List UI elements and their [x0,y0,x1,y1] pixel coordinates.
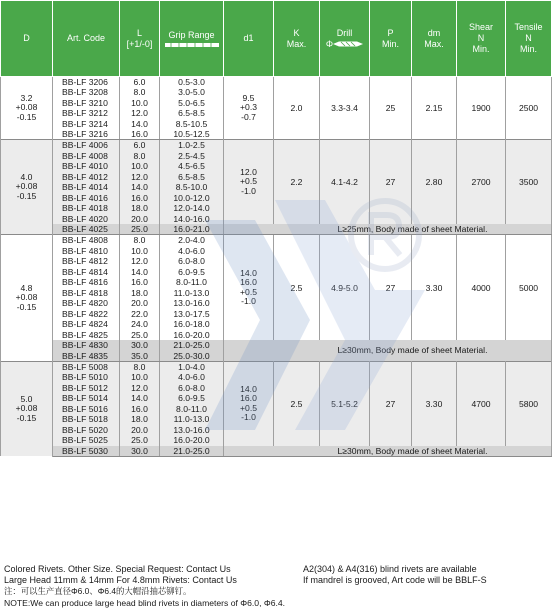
dm-cell: 2.80 [412,140,457,224]
art-code-cell: BB-LF 3208 [53,87,120,98]
table-row [1,235,552,246]
length-cell: 20.0 [120,425,160,436]
art-code-cell: BB-LF 5016 [53,403,120,414]
k-cell: 2.5 [274,361,320,445]
length-cell: 12.0 [120,256,160,267]
length-cell: 25.0 [120,435,160,446]
length-cell: 6.0 [120,77,160,88]
grip-range-cell: 16.0-21.0 [160,224,224,235]
length-cell: 35.0 [120,351,160,362]
length-cell: 16.0 [120,193,160,204]
art-code-cell: BB-LF 4810 [53,245,120,256]
d1-cell [224,140,274,224]
footer-line-2-left: Large Head 11mm & 14mm For 4.8mm Rivets: Contact Us [4,575,237,586]
value-line: -0.15 [16,111,37,122]
art-code-cell: BB-LF 4830 [53,340,120,351]
length-cell: 12.0 [120,382,160,393]
art-code-cell: BB-LF 4825 [53,330,120,341]
art-code-cell: BB-LF 5030 [53,446,120,457]
diameter-cell [1,235,53,362]
drill-icon [333,41,363,47]
table-row [1,140,552,151]
value-line: -0.15 [16,301,37,312]
length-cell: 22.0 [120,309,160,320]
length-cell: 10.0 [120,372,160,383]
value-line: +0.5 [240,402,257,413]
grip-range-cell: 10.0-12.0 [160,193,224,204]
col-k: K Max. [274,1,320,77]
value-line: +0.08 [15,403,38,414]
grip-range-cell: 25.0-30.0 [160,351,224,362]
value-line: -0.15 [16,412,37,423]
drill-cell: 4.1-4.2 [320,140,370,224]
grip-range-cell: 16.0-18.0 [160,319,224,330]
p-cell: 27 [370,140,412,224]
art-code-cell: BB-LF 4020 [53,214,120,225]
shear-cell: 4000 [457,235,506,340]
rivet-group [1,235,552,362]
art-code-cell: BB-LF 3214 [53,119,120,130]
art-code-cell: BB-LF 5008 [53,361,120,372]
grip-range-cell: 4.0-6.0 [160,245,224,256]
grip-range-cell: 2.0-4.0 [160,235,224,246]
value-line: 4.8 [20,282,33,293]
grip-range-cell: 11.0-13.0 [160,414,224,425]
drill-cell: 3.3-3.4 [320,77,370,140]
value-line: 4.0 [20,171,33,182]
value-line: 5.0 [20,393,33,404]
length-cell: 10.0 [120,98,160,109]
k-cell: 2.0 [274,77,320,140]
length-cell: 20.0 [120,298,160,309]
art-code-cell: BB-LF 4808 [53,235,120,246]
length-cell: 20.0 [120,214,160,225]
value-line: +0.5 [240,176,257,187]
length-cell: 12.0 [120,171,160,182]
grip-range-cell: 6.0-9.5 [160,393,224,404]
length-cell: 16.0 [120,403,160,414]
col-shear: Shear N Min. [457,1,506,77]
length-cell: 30.0 [120,446,160,457]
rivet-group [1,140,552,235]
value-line: +0.08 [15,102,38,113]
grip-range-cell: 8.5-10.0 [160,182,224,193]
p-cell: 25 [370,77,412,140]
grip-range-cell: 6.5-8.5 [160,171,224,182]
tensile-cell: 5800 [506,361,552,445]
art-code-cell: BB-LF 4008 [53,150,120,161]
value-line: +0.5 [240,286,257,297]
p-cell: 27 [370,361,412,445]
art-code-cell: BB-LF 3216 [53,129,120,140]
sheet-material-note: L≥30mm, Body made of sheet Material. [224,446,552,457]
col-drill: Drill Φ [320,1,370,77]
grip-range-cell: 8.0-11.0 [160,277,224,288]
art-code-cell: BB-LF 4816 [53,277,120,288]
grip-range-cell: 5.0-6.5 [160,98,224,109]
grip-range-cell: 11.0-13.0 [160,287,224,298]
value-line: 16.0 [240,277,257,288]
value-line: 9.5 [242,92,255,103]
length-cell: 10.0 [120,161,160,172]
value-line: 14.0 [240,267,257,278]
length-cell: 16.0 [120,129,160,140]
length-cell: 24.0 [120,319,160,330]
col-d: D [1,1,53,77]
rivet-group [1,361,552,456]
table-row [1,224,552,235]
art-code-cell: BB-LF 5010 [53,372,120,383]
length-cell: 8.0 [120,361,160,372]
table-row [1,446,552,457]
length-cell: 8.0 [120,150,160,161]
value-line: -1.0 [241,185,256,196]
col-tensile: Tensile N Min. [506,1,552,77]
grip-range-cell: 6.0-9.5 [160,266,224,277]
value-line: -0.7 [241,111,256,122]
art-code-cell: BB-LF 4006 [53,140,120,151]
shear-cell: 1900 [457,77,506,140]
footer-note-english: NOTE:We can produce large head blind rivets in diameters of Φ6.0, Φ6.4. [4,597,286,608]
value-line: 14.0 [240,383,257,394]
col-d1: d1 [224,1,274,77]
grip-range-cell: 16.0-20.0 [160,435,224,446]
grip-range-cell: 8.5-10.5 [160,119,224,130]
value-line: +0.3 [240,102,257,113]
diameter-cell [1,361,53,456]
length-cell: 18.0 [120,414,160,425]
footer-note-chinese: 注：可以生产直径Φ6.0、Φ6.4的大帽沿抽芯铆钉。 [4,586,192,597]
length-cell: 18.0 [120,287,160,298]
grip-range-cell: 1.0-4.0 [160,361,224,372]
length-cell: 16.0 [120,277,160,288]
col-dm: dm Max. [412,1,457,77]
art-code-cell: BB-LF 5014 [53,393,120,404]
length-cell: 10.0 [120,245,160,256]
shear-cell: 2700 [457,140,506,224]
value-line: -1.0 [241,296,256,307]
art-code-cell: BB-LF 4010 [53,161,120,172]
art-code-cell: BB-LF 5025 [53,435,120,446]
art-code-cell: BB-LF 4012 [53,171,120,182]
length-cell: 12.0 [120,108,160,119]
d1-cell [224,361,274,445]
length-cell: 14.0 [120,119,160,130]
grip-range-cell: 10.5-12.5 [160,129,224,140]
footer-line-1-left: Colored Rivets. Other Size. Special Request: Contact Us [4,564,231,574]
grip-range-cell: 21.0-25.0 [160,340,224,351]
table-header [1,1,552,77]
grip-range-icon [165,42,219,48]
art-code-cell: BB-LF 4835 [53,351,120,362]
value-line: +0.08 [15,181,38,192]
art-code-cell: BB-LF 4018 [53,203,120,214]
art-code-cell: BB-LF 5012 [53,382,120,393]
art-code-cell: BB-LF 3206 [53,77,120,88]
length-cell: 8.0 [120,235,160,246]
footer-notes [0,564,554,609]
k-cell: 2.5 [274,235,320,340]
drill-cell: 5.1-5.2 [320,361,370,445]
grip-range-cell: 2.5-4.5 [160,150,224,161]
grip-range-cell: 4.5-6.5 [160,161,224,172]
grip-range-cell: 1.0-2.5 [160,140,224,151]
grip-range-cell: 6.0-8.0 [160,256,224,267]
footer-line-1-right: A2(304) & A4(316) blind rivets are available [303,564,477,574]
diameter-cell [1,140,53,235]
length-cell: 18.0 [120,203,160,214]
art-code-cell: BB-LF 5020 [53,425,120,436]
art-code-cell: BB-LF 4822 [53,309,120,320]
art-code-cell: BB-LF 4820 [53,298,120,309]
grip-range-cell: 13.0-16.0 [160,298,224,309]
grip-range-cell: 21.0-25.0 [160,446,224,457]
length-cell: 30.0 [120,340,160,351]
dm-cell: 3.30 [412,361,457,445]
tensile-cell: 3500 [506,140,552,224]
col-art-code: Art. Code [53,1,120,77]
art-code-cell: BB-LF 4818 [53,287,120,298]
sheet-material-note: L≥25mm, Body made of sheet Material. [224,224,552,235]
grip-range-cell: 14.0-16.0 [160,214,224,225]
tensile-cell: 2500 [506,77,552,140]
art-code-cell: BB-LF 4016 [53,193,120,204]
dm-cell: 2.15 [412,77,457,140]
grip-range-cell: 6.5-8.5 [160,108,224,119]
diameter-cell [1,77,53,140]
art-code-cell: BB-LF 3212 [53,108,120,119]
col-p: P Min. [370,1,412,77]
grip-range-cell: 4.0-6.0 [160,372,224,383]
length-cell: 8.0 [120,87,160,98]
p-cell: 27 [370,235,412,340]
value-line: -1.0 [241,412,256,423]
d1-cell [224,235,274,340]
art-code-cell: BB-LF 4824 [53,319,120,330]
col-grip-range: Grip Range [160,1,224,77]
art-code-cell: BB-LF 4814 [53,266,120,277]
value-line: -0.15 [16,190,37,201]
length-cell: 6.0 [120,140,160,151]
grip-range-cell: 16.0-20.0 [160,330,224,341]
rivet-group [1,77,552,140]
art-code-cell: BB-LF 4812 [53,256,120,267]
k-cell: 2.2 [274,140,320,224]
art-code-cell: BB-LF 5018 [53,414,120,425]
col-length: L [+1/-0] [120,1,160,77]
value-line: 12.0 [240,166,257,177]
grip-range-cell: 8.0-11.0 [160,403,224,414]
footer-line-2-right: If mandrel is grooved, Art code will be BBLF-S [303,575,487,586]
value-line: +0.08 [15,292,38,303]
dm-cell: 3.30 [412,235,457,340]
tensile-cell: 5000 [506,235,552,340]
grip-range-cell: 13.0-17.5 [160,309,224,320]
grip-range-cell: 6.0-8.0 [160,382,224,393]
grip-range-cell: 3.0-5.0 [160,87,224,98]
drill-cell: 4.9-5.0 [320,235,370,340]
table-row [1,77,552,88]
value-line: 3.2 [20,92,33,103]
d1-cell [224,77,274,140]
grip-range-cell: 13.0-16.0 [160,425,224,436]
art-code-cell: BB-LF 4014 [53,182,120,193]
grip-range-cell: 0.5-3.0 [160,77,224,88]
table-row [1,361,552,372]
art-code-cell: BB-LF 3210 [53,98,120,109]
length-cell: 14.0 [120,393,160,404]
length-cell: 14.0 [120,182,160,193]
value-line: 16.0 [240,393,257,404]
sheet-material-note: L≥30mm, Body made of sheet Material. [224,340,552,361]
table-row [1,340,552,351]
length-cell: 14.0 [120,266,160,277]
length-cell: 25.0 [120,330,160,341]
length-cell: 25.0 [120,224,160,235]
grip-range-cell: 12.0-14.0 [160,203,224,214]
art-code-cell: BB-LF 4025 [53,224,120,235]
shear-cell: 4700 [457,361,506,445]
